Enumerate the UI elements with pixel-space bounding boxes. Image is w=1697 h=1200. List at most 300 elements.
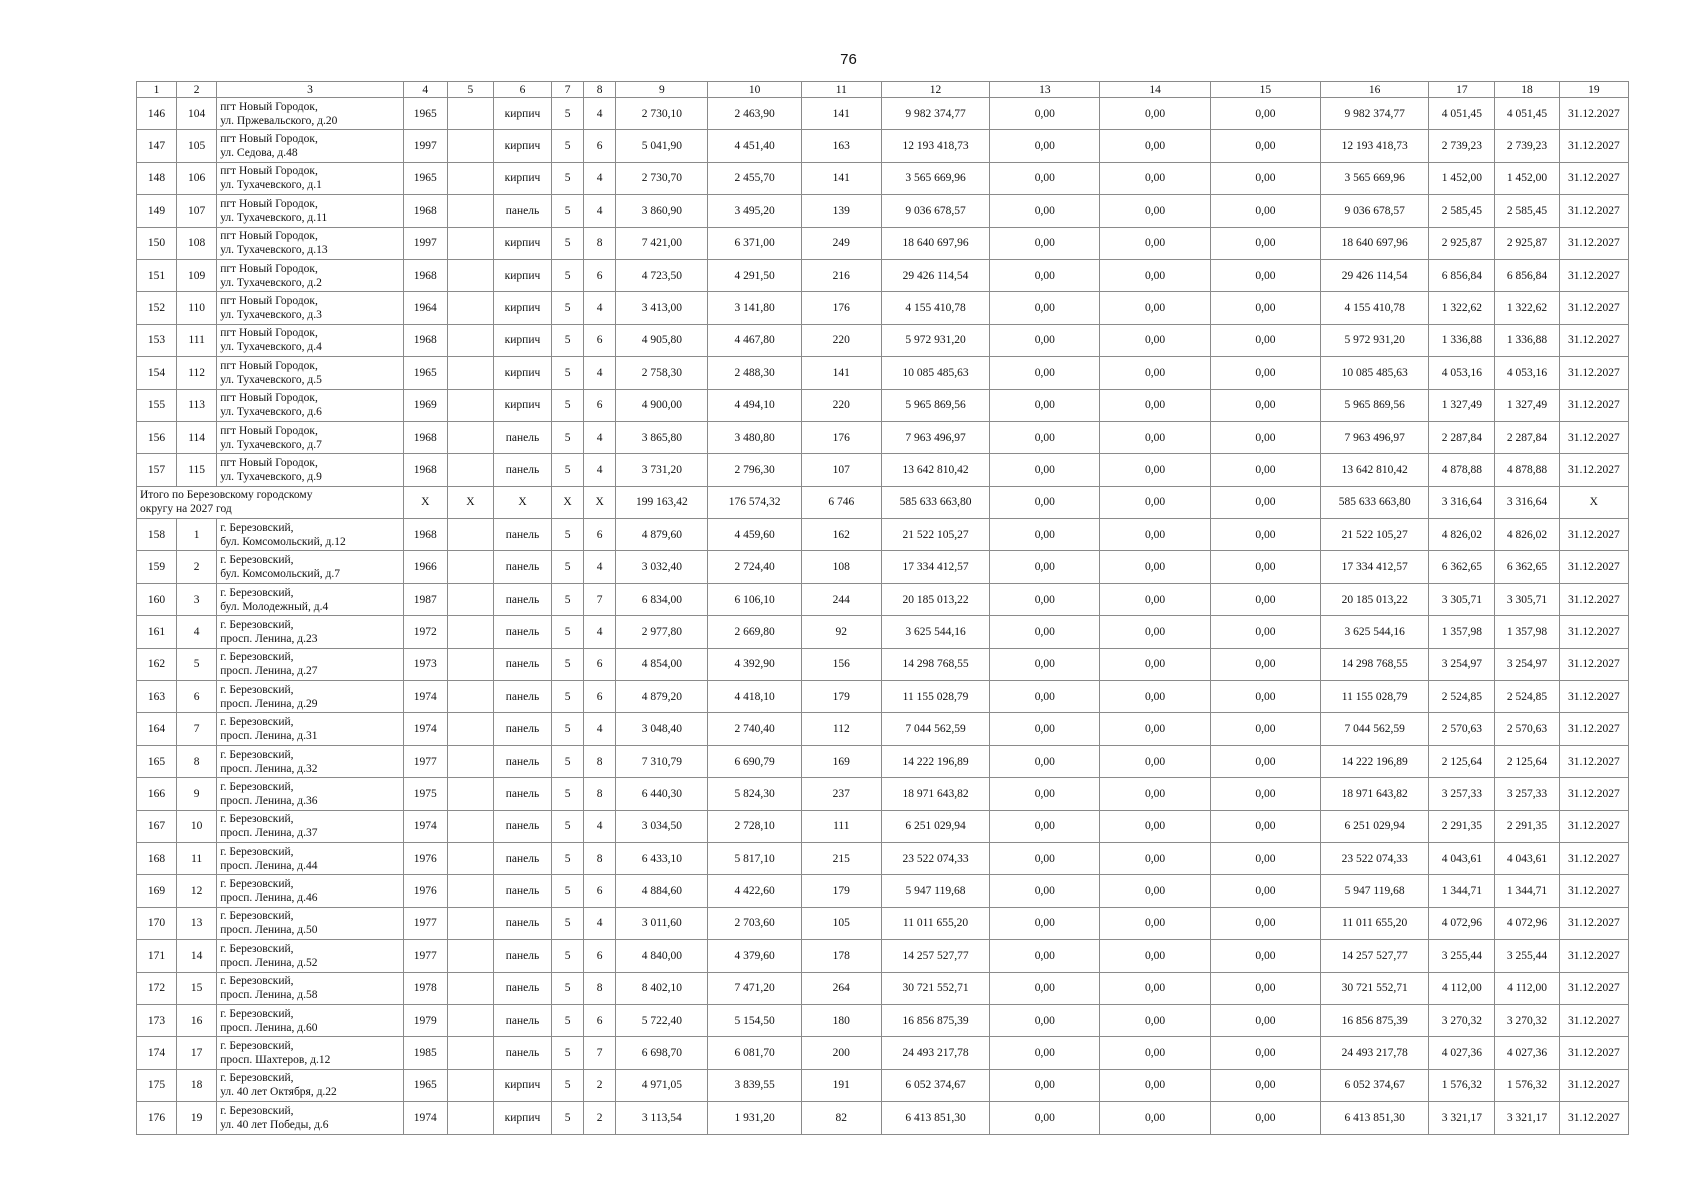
col-9-cell: 5 041,90: [616, 130, 708, 162]
table-row: [137, 1037, 1629, 1069]
column-number-cell: 14: [1100, 82, 1210, 98]
col-16-cell: 11 011 655,20: [1321, 907, 1429, 939]
col-19-cell: 31.12.2027: [1559, 681, 1628, 713]
column-number-cell: 19: [1559, 82, 1628, 98]
col-4-cell: 1977: [403, 940, 447, 972]
col-8-cell: 4: [584, 810, 616, 842]
address-cell: [217, 842, 404, 874]
col-11-cell: 178: [801, 940, 881, 972]
column-number-cell: 7: [552, 82, 584, 98]
col-11-cell: 249: [801, 227, 881, 259]
address-cell: [217, 162, 404, 194]
col-16-cell: 7 963 496,97: [1321, 421, 1429, 453]
address-cell: [217, 98, 404, 130]
col-19-cell: 31.12.2027: [1559, 454, 1628, 486]
col-18-cell: 2 291,35: [1495, 810, 1559, 842]
address-street: просп. Ленина, д.50: [220, 924, 318, 937]
col-8-cell: 2: [584, 1069, 616, 1101]
col-14-cell: 0,00: [1100, 421, 1210, 453]
local-number-cell: 113: [177, 389, 217, 421]
col-4-cell: 1977: [403, 745, 447, 777]
col-19-cell: 31.12.2027: [1559, 292, 1628, 324]
col-15-cell: 0,00: [1210, 810, 1320, 842]
address-locality: пгт Новый Городок,: [220, 392, 318, 405]
local-number-cell: 108: [177, 227, 217, 259]
col-4-cell: 1978: [403, 972, 447, 1004]
address-locality: пгт Новый Городок,: [220, 359, 318, 372]
col-4-cell: 1968: [403, 195, 447, 227]
col-6-cell: панель: [493, 195, 551, 227]
col-13-cell: 0,00: [990, 1069, 1100, 1101]
col-9-cell: 4 840,00: [616, 940, 708, 972]
col-5-cell: [447, 292, 493, 324]
col-13-cell: 0,00: [990, 1102, 1100, 1134]
col-19-cell: 31.12.2027: [1559, 745, 1628, 777]
col-11-cell: 176: [801, 292, 881, 324]
table-row: [137, 324, 1629, 356]
col-10-cell: 4 291,50: [708, 259, 801, 291]
col-17-cell: 3 257,33: [1429, 778, 1495, 810]
column-number-cell: 13: [990, 82, 1100, 98]
table-row: [137, 810, 1629, 842]
address-street: ул. Тухачевского, д.3: [220, 309, 322, 322]
col-11-cell: 92: [801, 616, 881, 648]
table-row: [137, 713, 1629, 745]
col-18-cell: 3 257,33: [1495, 778, 1559, 810]
address-street: ул. Тухачевского, д.9: [220, 470, 322, 483]
col-6-cell: панель: [493, 842, 551, 874]
address-cell: [217, 324, 404, 356]
col-12-cell: 18 971 643,82: [881, 778, 989, 810]
col-10-cell: 2 728,10: [708, 810, 801, 842]
address-street: бул. Комсомольский, д.7: [220, 568, 340, 581]
local-number-cell: 7: [177, 713, 217, 745]
col-17-cell: 1 357,98: [1429, 616, 1495, 648]
col-18-cell: 2 739,23: [1495, 130, 1559, 162]
col-14-cell: 0,00: [1100, 875, 1210, 907]
col-10-cell: 2 724,40: [708, 551, 801, 583]
table-row: [137, 292, 1629, 324]
row-number-cell: 154: [137, 357, 177, 389]
col-7-cell: 5: [552, 1004, 584, 1036]
column-number-cell: 17: [1429, 82, 1495, 98]
col-5-cell: [447, 1102, 493, 1134]
col-11-cell: 176: [801, 421, 881, 453]
page-number: 76: [840, 51, 857, 68]
col-6-cell: панель: [493, 1037, 551, 1069]
col-11-cell: 111: [801, 810, 881, 842]
col-16-cell: 5 947 119,68: [1321, 875, 1429, 907]
col-9-cell: 4 971,05: [616, 1069, 708, 1101]
table-row: [137, 1102, 1629, 1134]
col-15-cell: 0,00: [1210, 648, 1320, 680]
row-number-cell: 151: [137, 259, 177, 291]
col-5-cell: [447, 1004, 493, 1036]
address-street: просп. Ленина, д.37: [220, 827, 318, 840]
address-locality: г. Березовский,: [220, 942, 294, 955]
col-7-cell: 5: [552, 940, 584, 972]
col-16-cell: 12 193 418,73: [1321, 130, 1429, 162]
local-number-cell: 8: [177, 745, 217, 777]
table-row: [137, 616, 1629, 648]
col-15-cell: 0,00: [1210, 324, 1320, 356]
col-12-cell: 6 251 029,94: [881, 810, 989, 842]
col-14-cell: 0,00: [1100, 745, 1210, 777]
local-number-cell: 3: [177, 583, 217, 615]
col-11-cell: 162: [801, 519, 881, 551]
address-locality: г. Березовский,: [220, 910, 294, 923]
col-4-cell: 1974: [403, 810, 447, 842]
col-8-cell: 4: [584, 162, 616, 194]
col-8-cell: 6: [584, 648, 616, 680]
col-6-cell: панель: [493, 713, 551, 745]
col-10-cell: 2 463,90: [708, 98, 801, 130]
table-row: [137, 454, 1629, 486]
local-number-cell: 17: [177, 1037, 217, 1069]
col-14-cell: 0,00: [1100, 616, 1210, 648]
col-15-cell: 0,00: [1210, 713, 1320, 745]
col-5-cell: X: [447, 486, 493, 518]
col-8-cell: 8: [584, 227, 616, 259]
col-15-cell: 0,00: [1210, 227, 1320, 259]
column-number-cell: 15: [1210, 82, 1320, 98]
col-7-cell: 5: [552, 292, 584, 324]
address-cell: [217, 1102, 404, 1134]
column-number-cell: 10: [708, 82, 801, 98]
col-5-cell: [447, 259, 493, 291]
col-17-cell: 4 878,88: [1429, 454, 1495, 486]
col-15-cell: 0,00: [1210, 583, 1320, 615]
col-4-cell: 1997: [403, 227, 447, 259]
col-4-cell: 1968: [403, 259, 447, 291]
col-19-cell: 31.12.2027: [1559, 1004, 1628, 1036]
col-6-cell: кирпич: [493, 130, 551, 162]
col-14-cell: 0,00: [1100, 1037, 1210, 1069]
col-10-cell: 2 796,30: [708, 454, 801, 486]
col-7-cell: 5: [552, 454, 584, 486]
col-13-cell: 0,00: [990, 583, 1100, 615]
col-4-cell: 1974: [403, 713, 447, 745]
col-14-cell: 0,00: [1100, 648, 1210, 680]
col-13-cell: 0,00: [990, 681, 1100, 713]
col-10-cell: 2 669,80: [708, 616, 801, 648]
address-cell: [217, 648, 404, 680]
local-number-cell: 16: [177, 1004, 217, 1036]
col-19-cell: 31.12.2027: [1559, 616, 1628, 648]
col-4-cell: 1968: [403, 421, 447, 453]
col-18-cell: 2 585,45: [1495, 195, 1559, 227]
table-row: [137, 421, 1629, 453]
local-number-cell: 10: [177, 810, 217, 842]
col-7-cell: 5: [552, 745, 584, 777]
col-4-cell: 1987: [403, 583, 447, 615]
address-cell: [217, 810, 404, 842]
col-7-cell: 5: [552, 162, 584, 194]
column-number-cell: 12: [881, 82, 989, 98]
table-row: [137, 648, 1629, 680]
col-10-cell: 4 467,80: [708, 324, 801, 356]
address-cell: [217, 583, 404, 615]
col-4-cell: 1985: [403, 1037, 447, 1069]
col-9-cell: 3 011,60: [616, 907, 708, 939]
col-9-cell: 3 860,90: [616, 195, 708, 227]
col-18-cell: 4 027,36: [1495, 1037, 1559, 1069]
address-locality: пгт Новый Городок,: [220, 165, 318, 178]
col-5-cell: [447, 98, 493, 130]
col-12-cell: 29 426 114,54: [881, 259, 989, 291]
col-16-cell: 6 413 851,30: [1321, 1102, 1429, 1134]
col-16-cell: 5 972 931,20: [1321, 324, 1429, 356]
col-12-cell: 3 565 669,96: [881, 162, 989, 194]
col-11-cell: 179: [801, 681, 881, 713]
column-number-cell: 1: [137, 82, 177, 98]
col-15-cell: 0,00: [1210, 1037, 1320, 1069]
col-5-cell: [447, 745, 493, 777]
col-18-cell: 6 856,84: [1495, 259, 1559, 291]
col-13-cell: 0,00: [990, 162, 1100, 194]
row-number-cell: 159: [137, 551, 177, 583]
address-street: просп. Ленина, д.31: [220, 730, 318, 743]
col-16-cell: 13 642 810,42: [1321, 454, 1429, 486]
col-4-cell: 1974: [403, 681, 447, 713]
address-street: ул. Тухачевского, д.13: [220, 244, 328, 257]
column-number-cell: 4: [403, 82, 447, 98]
col-19-cell: 31.12.2027: [1559, 648, 1628, 680]
col-11-cell: 191: [801, 1069, 881, 1101]
col-12-cell: 14 298 768,55: [881, 648, 989, 680]
col-16-cell: 6 251 029,94: [1321, 810, 1429, 842]
col-6-cell: панель: [493, 681, 551, 713]
col-19-cell: 31.12.2027: [1559, 162, 1628, 194]
col-11-cell: 179: [801, 875, 881, 907]
col-7-cell: 5: [552, 907, 584, 939]
col-13-cell: 0,00: [990, 292, 1100, 324]
col-15-cell: 0,00: [1210, 1069, 1320, 1101]
col-6-cell: панель: [493, 519, 551, 551]
col-10-cell: 3 495,20: [708, 195, 801, 227]
col-16-cell: 585 633 663,80: [1321, 486, 1429, 518]
col-6-cell: панель: [493, 454, 551, 486]
local-number-cell: 9: [177, 778, 217, 810]
col-18-cell: 1 452,00: [1495, 162, 1559, 194]
col-7-cell: 5: [552, 324, 584, 356]
col-7-cell: 5: [552, 389, 584, 421]
col-14-cell: 0,00: [1100, 810, 1210, 842]
column-number-cell: 5: [447, 82, 493, 98]
col-16-cell: 18 640 697,96: [1321, 227, 1429, 259]
address-street: просп. Ленина, д.58: [220, 989, 318, 1002]
col-14-cell: 0,00: [1100, 227, 1210, 259]
col-6-cell: панель: [493, 875, 551, 907]
address-street: просп. Ленина, д.60: [220, 1021, 318, 1034]
col-12-cell: 9 036 678,57: [881, 195, 989, 227]
housing-repair-table: [136, 81, 1629, 1135]
col-11-cell: 220: [801, 389, 881, 421]
table-row: [137, 842, 1629, 874]
col-11-cell: 108: [801, 551, 881, 583]
col-6-cell: панель: [493, 745, 551, 777]
col-12-cell: 6 413 851,30: [881, 1102, 989, 1134]
row-number-cell: 175: [137, 1069, 177, 1101]
table-row: [137, 1069, 1629, 1101]
col-17-cell: 3 255,44: [1429, 940, 1495, 972]
col-5-cell: [447, 875, 493, 907]
col-10-cell: 2 703,60: [708, 907, 801, 939]
address-street: ул. Пржевальского, д.20: [220, 114, 338, 127]
row-number-cell: 174: [137, 1037, 177, 1069]
col-14-cell: 0,00: [1100, 195, 1210, 227]
col-12-cell: 585 633 663,80: [881, 486, 989, 518]
row-number-cell: 164: [137, 713, 177, 745]
address-cell: [217, 875, 404, 907]
col-4-cell: 1965: [403, 98, 447, 130]
col-14-cell: 0,00: [1100, 1004, 1210, 1036]
col-13-cell: 0,00: [990, 227, 1100, 259]
col-12-cell: 9 982 374,77: [881, 98, 989, 130]
col-12-cell: 7 963 496,97: [881, 421, 989, 453]
col-14-cell: 0,00: [1100, 551, 1210, 583]
row-number-cell: 162: [137, 648, 177, 680]
address-locality: г. Березовский,: [220, 1072, 294, 1085]
col-11-cell: 216: [801, 259, 881, 291]
col-16-cell: 30 721 552,71: [1321, 972, 1429, 1004]
address-locality: г. Березовский,: [220, 521, 294, 534]
col-10-cell: 3 141,80: [708, 292, 801, 324]
col-17-cell: 1 576,32: [1429, 1069, 1495, 1101]
col-17-cell: 1 336,88: [1429, 324, 1495, 356]
address-cell: [217, 1004, 404, 1036]
col-13-cell: 0,00: [990, 389, 1100, 421]
col-6-cell: панель: [493, 551, 551, 583]
local-number-cell: 1: [177, 519, 217, 551]
col-7-cell: 5: [552, 357, 584, 389]
col-15-cell: 0,00: [1210, 292, 1320, 324]
col-12-cell: 16 856 875,39: [881, 1004, 989, 1036]
address-locality: пгт Новый Городок,: [220, 327, 318, 340]
address-street: просп. Ленина, д.23: [220, 632, 318, 645]
table-row: [137, 907, 1629, 939]
col-5-cell: [447, 195, 493, 227]
row-number-cell: 152: [137, 292, 177, 324]
col-18-cell: 1 327,49: [1495, 389, 1559, 421]
address-locality: пгт Новый Городок,: [220, 230, 318, 243]
col-7-cell: 5: [552, 778, 584, 810]
col-11-cell: 163: [801, 130, 881, 162]
col-15-cell: 0,00: [1210, 875, 1320, 907]
col-7-cell: 5: [552, 130, 584, 162]
address-locality: г. Березовский,: [220, 1007, 294, 1020]
col-14-cell: 0,00: [1100, 519, 1210, 551]
col-7-cell: 5: [552, 972, 584, 1004]
col-8-cell: 8: [584, 745, 616, 777]
col-7-cell: 5: [552, 810, 584, 842]
local-number-cell: 4: [177, 616, 217, 648]
total-label-line: округу на 2027 год: [140, 503, 232, 516]
address-cell: [217, 940, 404, 972]
row-number-cell: 147: [137, 130, 177, 162]
col-16-cell: 18 971 643,82: [1321, 778, 1429, 810]
col-13-cell: 0,00: [990, 324, 1100, 356]
col-10-cell: 2 488,30: [708, 357, 801, 389]
col-13-cell: 0,00: [990, 1037, 1100, 1069]
col-9-cell: 4 884,60: [616, 875, 708, 907]
col-12-cell: 14 257 527,77: [881, 940, 989, 972]
col-16-cell: 3 625 544,16: [1321, 616, 1429, 648]
col-9-cell: 7 421,00: [616, 227, 708, 259]
local-number-cell: 12: [177, 875, 217, 907]
col-9-cell: 6 698,70: [616, 1037, 708, 1069]
col-11-cell: 215: [801, 842, 881, 874]
col-12-cell: 10 085 485,63: [881, 357, 989, 389]
col-16-cell: 9 036 678,57: [1321, 195, 1429, 227]
address-cell: [217, 357, 404, 389]
col-14-cell: 0,00: [1100, 940, 1210, 972]
col-19-cell: 31.12.2027: [1559, 421, 1628, 453]
col-7-cell: 5: [552, 583, 584, 615]
address-cell: [217, 454, 404, 486]
col-11-cell: 82: [801, 1102, 881, 1134]
col-11-cell: 107: [801, 454, 881, 486]
total-label-cell: [137, 486, 404, 518]
col-4-cell: 1997: [403, 130, 447, 162]
col-17-cell: 3 316,64: [1429, 486, 1495, 518]
col-18-cell: 2 287,84: [1495, 421, 1559, 453]
col-5-cell: [447, 1069, 493, 1101]
col-15-cell: 0,00: [1210, 519, 1320, 551]
address-street: просп. Ленина, д.44: [220, 859, 318, 872]
table-row: [137, 519, 1629, 551]
col-17-cell: 6 856,84: [1429, 259, 1495, 291]
col-19-cell: 31.12.2027: [1559, 972, 1628, 1004]
table-row: [137, 162, 1629, 194]
address-locality: пгт Новый Городок,: [220, 197, 318, 210]
col-13-cell: 0,00: [990, 842, 1100, 874]
col-7-cell: 5: [552, 842, 584, 874]
col-9-cell: 3 048,40: [616, 713, 708, 745]
col-18-cell: 2 524,85: [1495, 681, 1559, 713]
address-locality: г. Березовский,: [220, 845, 294, 858]
col-12-cell: 11 155 028,79: [881, 681, 989, 713]
col-13-cell: 0,00: [990, 810, 1100, 842]
col-13-cell: 0,00: [990, 940, 1100, 972]
col-7-cell: 5: [552, 421, 584, 453]
col-17-cell: 4 112,00: [1429, 972, 1495, 1004]
address-locality: пгт Новый Городок,: [220, 133, 318, 146]
col-13-cell: 0,00: [990, 486, 1100, 518]
col-11-cell: 244: [801, 583, 881, 615]
col-17-cell: 2 287,84: [1429, 421, 1495, 453]
row-number-cell: 166: [137, 778, 177, 810]
col-5-cell: [447, 778, 493, 810]
address-street: просп. Ленина, д.46: [220, 892, 318, 905]
col-4-cell: 1968: [403, 519, 447, 551]
col-19-cell: 31.12.2027: [1559, 1037, 1628, 1069]
col-11-cell: 220: [801, 324, 881, 356]
address-locality: г. Березовский,: [220, 878, 294, 891]
col-19-cell: 31.12.2027: [1559, 259, 1628, 291]
col-17-cell: 1 322,62: [1429, 292, 1495, 324]
col-8-cell: 6: [584, 1004, 616, 1036]
address-locality: г. Березовский,: [220, 780, 294, 793]
col-6-cell: кирпич: [493, 162, 551, 194]
col-8-cell: 6: [584, 259, 616, 291]
col-14-cell: 0,00: [1100, 486, 1210, 518]
col-10-cell: 4 418,10: [708, 681, 801, 713]
col-4-cell: 1977: [403, 907, 447, 939]
col-18-cell: 1 357,98: [1495, 616, 1559, 648]
col-5-cell: [447, 357, 493, 389]
col-17-cell: 4 051,45: [1429, 98, 1495, 130]
